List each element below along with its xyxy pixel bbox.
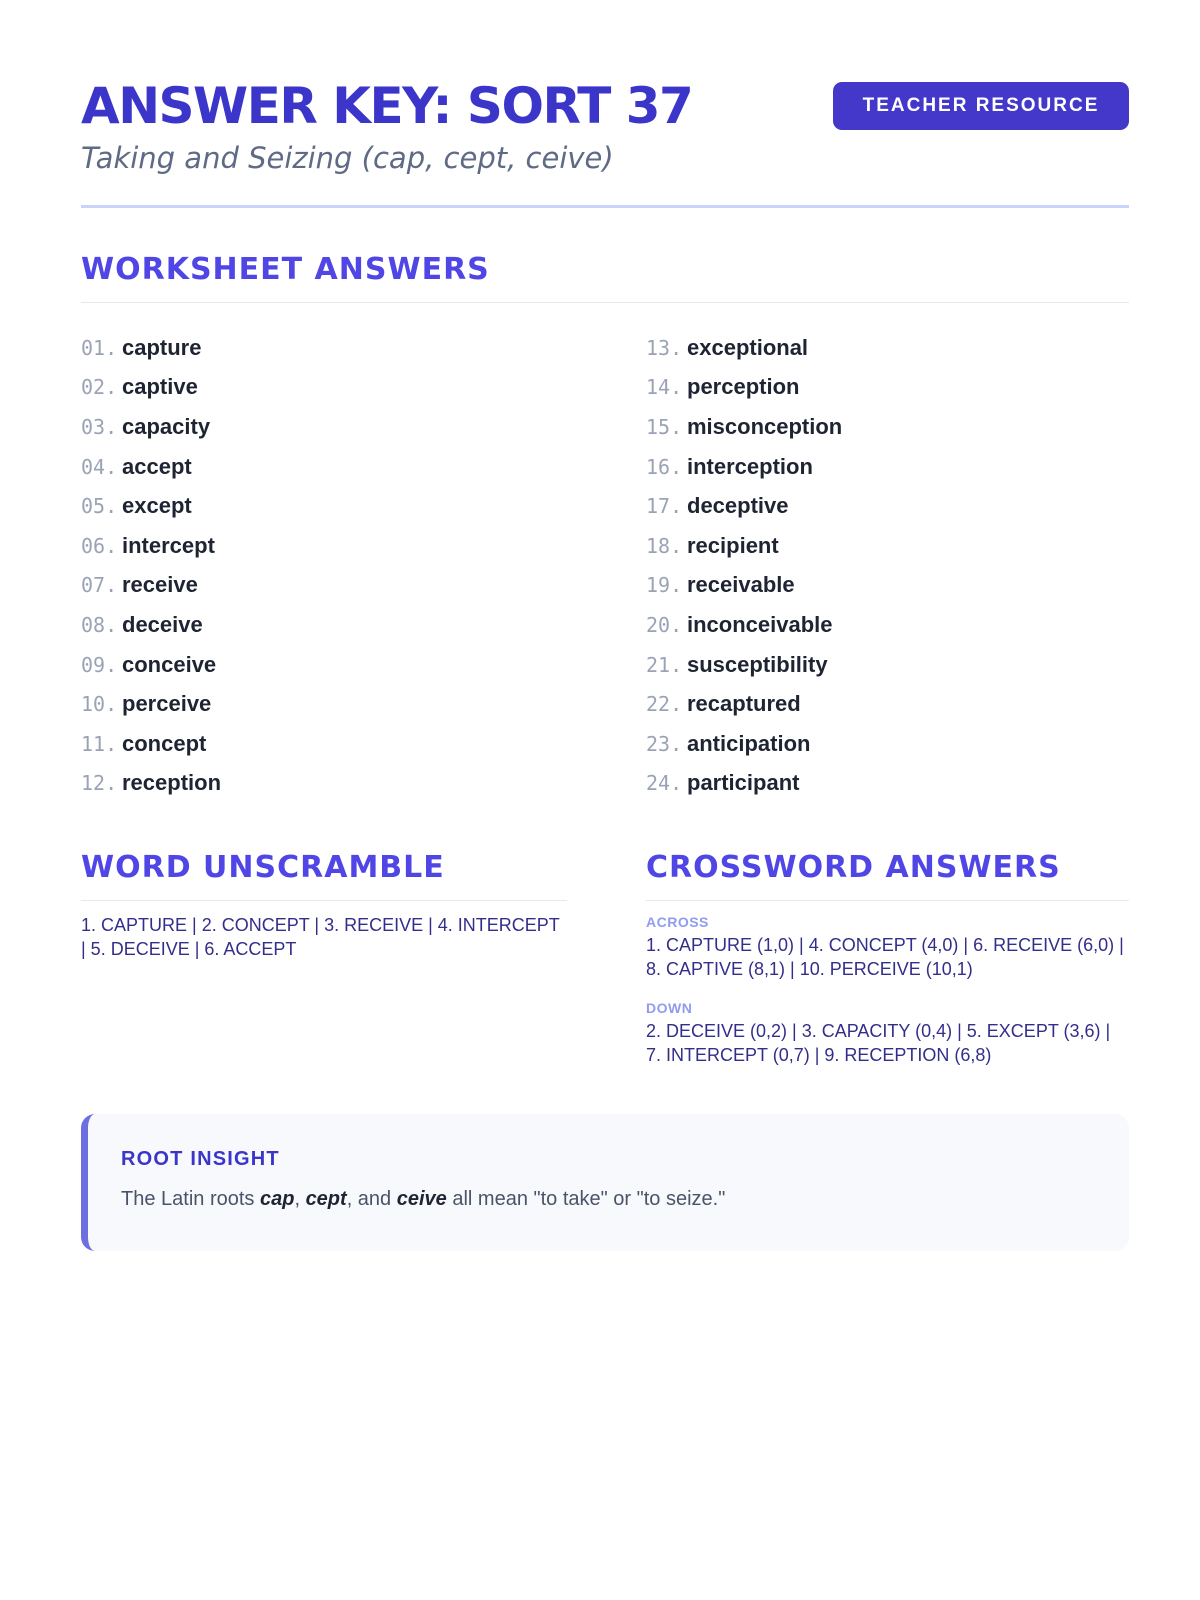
answer-number: 11. <box>81 731 118 756</box>
page-subtitle: Taking and Seizing (cap, cept, ceive) <box>81 141 614 175</box>
answer-number: 05. <box>81 494 118 519</box>
root-cept: cept <box>305 1188 347 1210</box>
answer-number: 14. <box>646 375 683 400</box>
answer-word: perceive <box>122 691 212 717</box>
answer-item <box>81 724 561 764</box>
answer-word: recaptured <box>687 691 801 717</box>
insight-text-start: The Latin roots <box>121 1188 260 1210</box>
root-insight-callout <box>81 1114 1129 1251</box>
answer-item <box>81 605 561 645</box>
across-label: ACROSS <box>646 914 709 930</box>
answer-number: 18. <box>646 533 683 558</box>
answer-word: perception <box>687 374 800 400</box>
answer-word: reception <box>122 770 222 796</box>
insight-separator: , <box>294 1188 306 1210</box>
answer-item <box>81 368 561 408</box>
answer-item <box>81 764 561 804</box>
section-divider <box>646 900 1129 901</box>
answer-item <box>646 328 1126 368</box>
answer-item <box>81 526 561 566</box>
header-divider <box>81 205 1129 208</box>
answer-number: 17. <box>646 494 683 519</box>
answer-word: receivable <box>687 572 795 598</box>
answer-number: 19. <box>646 573 683 598</box>
answer-item <box>646 368 1126 408</box>
header <box>81 76 1129 178</box>
crossword-answers-title: CROSSWORD ANSWERS <box>646 850 1061 885</box>
answer-number: 16. <box>646 454 683 479</box>
answer-word: inconceivable <box>687 611 833 637</box>
insight-separator: , and <box>346 1188 397 1210</box>
answer-number: 15. <box>646 414 683 439</box>
answer-word: misconception <box>687 413 843 439</box>
root-insight-title: ROOT INSIGHT <box>121 1148 280 1170</box>
answer-item <box>81 486 561 526</box>
answer-item <box>646 764 1126 804</box>
answer-item <box>646 724 1126 764</box>
answer-number: 12. <box>81 771 118 796</box>
answer-number: 24. <box>646 771 683 796</box>
crossword-answers-section <box>646 850 1129 1067</box>
unscramble-answers: 1. CAPTURE | 2. CONCEPT | 3. RECEIVE | 4. INTERCEPT | 5. DECEIVE | 6. ACCEPT <box>81 915 560 959</box>
answer-number: 20. <box>646 612 683 637</box>
answer-item <box>81 447 561 487</box>
teacher-resource-badge: TEACHER RESOURCE <box>833 82 1129 130</box>
answer-number: 21. <box>646 652 683 677</box>
answer-number: 23. <box>646 731 683 756</box>
answer-word: anticipation <box>687 730 811 756</box>
answer-item <box>646 645 1126 685</box>
answer-number: 06. <box>81 533 118 558</box>
answer-word: except <box>122 493 192 519</box>
answer-item <box>646 684 1126 724</box>
page-title: ANSWER KEY: SORT 37 <box>81 77 693 135</box>
answer-word: capture <box>122 334 202 360</box>
answer-item <box>81 566 561 606</box>
root-insight-text <box>121 1188 725 1211</box>
answer-number: 07. <box>81 573 118 598</box>
answer-item <box>646 566 1126 606</box>
answer-word: concept <box>122 730 207 756</box>
answer-item <box>646 447 1126 487</box>
section-divider <box>81 900 567 901</box>
answer-word: intercept <box>122 532 215 558</box>
answer-word: captive <box>122 374 198 400</box>
worksheet-answers-section <box>81 252 1129 796</box>
answer-item <box>81 407 561 447</box>
answer-number: 01. <box>81 335 118 360</box>
answer-word: conceive <box>122 651 217 677</box>
root-ceive: ceive <box>396 1188 447 1210</box>
answer-number: 22. <box>646 692 683 717</box>
answer-word: recipient <box>687 532 779 558</box>
answers-column-left <box>81 328 561 803</box>
answer-word: accept <box>122 453 192 479</box>
answer-number: 10. <box>81 692 118 717</box>
word-unscramble-title: WORD UNSCRAMBLE <box>81 850 445 885</box>
across-answers: 1. CAPTURE (1,0) | 4. CONCEPT (4,0) | 6. RECEIVE (6,0) | 8. CAPTIVE (8,1) | 10. PERCEIVE (10,1) <box>646 935 1124 979</box>
word-unscramble-section <box>81 850 567 961</box>
answer-word: deceptive <box>687 493 789 519</box>
answer-number: 03. <box>81 414 118 439</box>
root-cap: cap <box>259 1188 295 1210</box>
answer-word: interception <box>687 453 813 479</box>
answer-word: exceptional <box>687 334 809 360</box>
answer-number: 13. <box>646 335 683 360</box>
answer-item <box>81 328 561 368</box>
answer-item <box>81 684 561 724</box>
insight-text-end: all mean "to take" or "to seize." <box>446 1188 726 1210</box>
down-answers: 2. DECEIVE (0,2) | 3. CAPACITY (0,4) | 5. EXCEPT (3,6) | 7. INTERCEPT (0,7) | 9. RECEPTION (6,8) <box>646 1021 1111 1065</box>
answer-item <box>646 605 1126 645</box>
answer-word: susceptibility <box>687 651 828 677</box>
answer-item <box>81 645 561 685</box>
answer-item <box>646 407 1126 447</box>
answer-number: 02. <box>81 375 118 400</box>
answer-number: 04. <box>81 454 118 479</box>
answer-word: participant <box>687 770 800 796</box>
answer-number: 09. <box>81 652 118 677</box>
answers-column-right <box>646 328 1126 803</box>
section-divider <box>81 302 1129 303</box>
answer-word: deceive <box>122 611 203 637</box>
down-label: DOWN <box>646 1000 693 1016</box>
answer-item <box>646 486 1126 526</box>
answer-word: receive <box>122 572 198 598</box>
answer-item <box>646 526 1126 566</box>
worksheet-answers-title: WORKSHEET ANSWERS <box>81 252 490 287</box>
answer-number: 08. <box>81 612 118 637</box>
answer-word: capacity <box>122 413 211 439</box>
